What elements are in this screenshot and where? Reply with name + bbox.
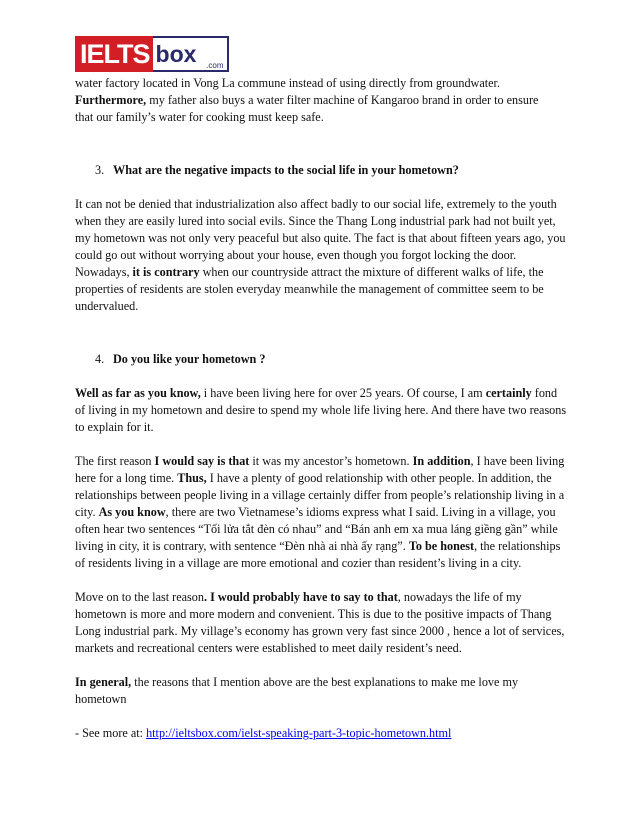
ieltsbox-logo	[75, 36, 229, 72]
question-3: 3. What are the negative impacts to the social life in your hometown?	[95, 163, 459, 177]
answer-4-paragraph-2: The first reason I would say is that it was my ancestor’s hometown. In addition, I have been living here for a long time. Thus, I have a plenty of good relationship with other people. In addition, the relationships between people living in a village certainly differ from people’s relationship living in a city. As you know, there are two Vietnamese’s idioms express what I said. Living in a village, you often hear two sentences “Tối lửa tắt đèn có nhau” and “Bán anh em xa mua láng giềng gần” while living in city, it is contrary, with sentence “Đèn nhà ai nhà ấy rạng”. To be honest, the relationships of residents living in a village are more emotional and cozier than resident’s living in a city.	[75, 454, 565, 570]
document-body	[75, 75, 567, 742]
answer-4-paragraph-3: Move on to the last reason. I would probably have to say to that, nowadays the life of my hometown is more and more modern and convenient. This is due to the positive impacts of Thang Long industrial park. My village’s economy has grown very fast since 2000 , hence a lot of services, markets and recreational centers were established to meet daily resident’s need.	[75, 590, 565, 655]
intro-bold: Furthermore,	[75, 93, 147, 107]
see-more-link[interactable]: http://ieltsbox.com/ielst-speaking-part-3-topic-hometown.html	[146, 726, 452, 740]
answer-4-paragraph-4: In general, the reasons that I mention above are the best explanations to make me love my hometown	[75, 675, 519, 706]
logo-com-text: .com	[206, 61, 224, 70]
logo-ielts-text: IELTS	[75, 36, 153, 72]
intro-paragraph: water factory located in Vong La commune instead of using directly from groundwater. Furthermore, my father also buys a water filter machine of Kangaroo brand in order to ensure that our family’s water for cooking must keep safe.	[75, 76, 539, 124]
logo-box-text: box .com	[153, 36, 229, 72]
see-more-line: - See more at: http://ieltsbox.com/ielst-speaking-part-3-topic-hometown.html	[75, 726, 452, 740]
answer-4-paragraph-1: Well as far as you know, i have been living here for over 25 years. Of course, I am certainly fond of living in my hometown and desire to spend my whole life living here. And there have two reasons to explain for it.	[75, 386, 567, 434]
question-4: 4. Do you like your hometown ?	[95, 352, 266, 366]
answer-3: It can not be denied that industrialization also affect badly to our social life, extremely to the youth when they are easily lured into social evils. Since the Thang Long industrial park had not built yet, my hometown was not only very peaceful but also quite. The fact is that about fifteen years ago, you could go out without worrying about your house, even though you forgot locking the door. Nowadays, it is contrary when our countryside attract the mixture of different walks of life, the properties of residents are stolen everyday meanwhile the management of committee seem to be undervalued.	[75, 197, 566, 313]
